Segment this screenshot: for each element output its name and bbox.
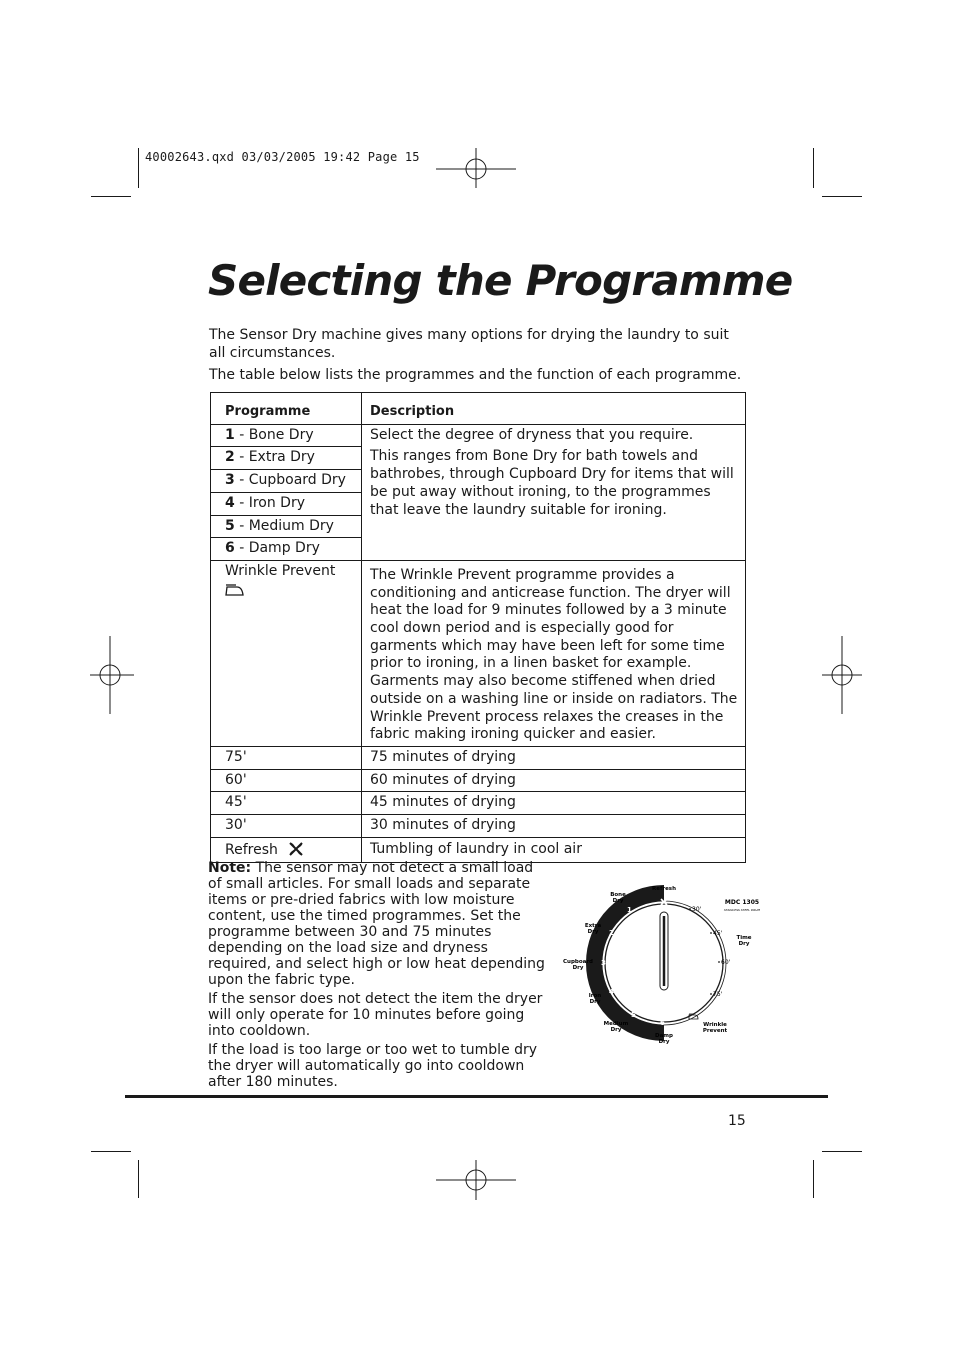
svg-text:Cupboard: Cupboard bbox=[563, 959, 593, 965]
svg-text:Dry: Dry bbox=[589, 999, 601, 1005]
table-row bbox=[211, 769, 746, 792]
page-number: 15 bbox=[728, 1113, 746, 1129]
table-row bbox=[211, 815, 746, 838]
description-cell: 30 minutes of drying bbox=[362, 815, 746, 838]
table-row bbox=[211, 424, 746, 447]
svg-text:Dry: Dry bbox=[658, 1039, 670, 1045]
column-header-programme: Programme bbox=[211, 393, 362, 425]
svg-text:Refresh: Refresh bbox=[652, 886, 676, 892]
programme-cell: 4 - Iron Dry bbox=[211, 492, 362, 515]
crop-mark bbox=[138, 1160, 139, 1198]
programme-cell: 1 - Bone Dry bbox=[211, 424, 362, 447]
programme-dial-illustration bbox=[556, 880, 776, 1050]
dial-number: 4 bbox=[609, 988, 614, 996]
intro-paragraph: The Sensor Dry machine gives many options for drying the laundry to suit all circumstances. bbox=[209, 327, 729, 361]
dial-number: 1 bbox=[627, 906, 632, 914]
table-row bbox=[211, 560, 746, 746]
programme-cell: 45' bbox=[211, 792, 362, 815]
registration-mark-top bbox=[436, 148, 516, 194]
description-cell: 75 minutes of drying bbox=[362, 746, 746, 769]
notes-section bbox=[208, 860, 548, 1093]
dial-time-label: 30' bbox=[692, 906, 702, 913]
programme-cell: Wrinkle Prevent bbox=[211, 560, 362, 746]
crop-mark bbox=[822, 196, 862, 197]
note-paragraph: Note: The sensor may not detect a small load of small articles. For small loads and separate items or pre-dried fabrics with low moisture content, use the timed programmes. Set the programme between 30 and 75 minutes depending on the load size and dryness required, and select high or low heat depending upon the fabric type. bbox=[208, 860, 545, 988]
table-header-row bbox=[211, 393, 746, 425]
iron-icon bbox=[225, 583, 245, 597]
description-cell: 60 minutes of drying bbox=[362, 769, 746, 792]
programme-cell: 30' bbox=[211, 815, 362, 838]
description-cell: Tumbling of laundry in cool air bbox=[362, 837, 746, 863]
registration-mark-left bbox=[90, 636, 134, 714]
dial-number: 5 bbox=[631, 1011, 636, 1019]
dial-time-label: 75' bbox=[713, 991, 723, 998]
svg-text:Wrinkle: Wrinkle bbox=[703, 1022, 727, 1028]
svg-text:Damp: Damp bbox=[655, 1033, 673, 1039]
svg-text:Medium: Medium bbox=[603, 1021, 629, 1027]
dial-number: 2 bbox=[609, 929, 614, 937]
programme-table bbox=[210, 392, 746, 863]
dial-time-label: 45' bbox=[713, 930, 723, 937]
table-row bbox=[211, 746, 746, 769]
crop-mark bbox=[822, 1151, 862, 1152]
svg-text:Dry: Dry bbox=[572, 965, 584, 971]
print-slug: 40002643.qxd 03/03/2005 19:42 Page 15 bbox=[145, 150, 420, 164]
svg-text:Extra: Extra bbox=[584, 923, 602, 929]
programme-cell: 3 - Cupboard Dry bbox=[211, 470, 362, 493]
svg-text:Dry: Dry bbox=[587, 929, 599, 935]
crop-mark bbox=[91, 196, 131, 197]
crop-mark bbox=[138, 148, 139, 188]
intro-paragraph: The table below lists the programmes and the function of each programme. bbox=[209, 367, 742, 383]
fan-icon bbox=[288, 841, 304, 857]
dial-number: 6 bbox=[660, 1019, 665, 1027]
description-cell: Select the degree of dryness that you require. This ranges from Bone Dry for bath towels and bathrobes, through Cupboard Dry for items that will be put away without ironing, to the programmes that leave the laundry suitable for ironing. bbox=[362, 424, 746, 560]
table-row bbox=[211, 792, 746, 815]
programme-cell: 5 - Medium Dry bbox=[211, 515, 362, 538]
crop-mark bbox=[91, 1151, 131, 1152]
note-paragraph: If the sensor does not detect the item the dryer will only operate for 10 minutes before going into cooldown. bbox=[208, 991, 543, 1039]
svg-text:Dry: Dry bbox=[738, 941, 750, 947]
programme-cell: 2 - Extra Dry bbox=[211, 447, 362, 470]
svg-text:Time: Time bbox=[736, 935, 752, 941]
registration-mark-bottom bbox=[436, 1160, 516, 1200]
description-cell: The Wrinkle Prevent programme provides a conditioning and anticrease function. The dryer will heat the load for 9 minutes followed by a 3 minute cool down period and is especially good for garments which may have been left for some time prior to ironing, in a linen basket for example. Garments may also become stiffened when dried outside on a washing line or inside on radiators. The Wrinkle Prevent process relaxes the creases in the fabric making ironing quicker and easier. bbox=[362, 560, 746, 746]
model-label: MDC 1305 bbox=[724, 899, 760, 906]
crop-mark bbox=[813, 148, 814, 188]
footer-rule bbox=[125, 1095, 828, 1098]
column-header-description: Description bbox=[362, 393, 746, 425]
svg-text:Prevent: Prevent bbox=[702, 1028, 728, 1034]
programme-cell: 75' bbox=[211, 746, 362, 769]
description-cell: 45 minutes of drying bbox=[362, 792, 746, 815]
svg-text:Dry: Dry bbox=[612, 898, 624, 904]
svg-text:Bone: Bone bbox=[610, 892, 626, 898]
page-title: Selecting the Programme bbox=[208, 256, 793, 305]
programme-cell: Refresh bbox=[211, 837, 362, 863]
dial-number: 3 bbox=[601, 959, 606, 967]
dial-time-label: 60' bbox=[721, 959, 731, 966]
crop-mark bbox=[813, 1160, 814, 1198]
programme-cell: 60' bbox=[211, 769, 362, 792]
svg-text:Iron: Iron bbox=[588, 993, 602, 999]
registration-mark-right bbox=[822, 636, 862, 714]
programme-cell: 6 - Damp Dry bbox=[211, 538, 362, 561]
note-paragraph: If the load is too large or too wet to tumble dry the dryer will automatically go into cooldown after 180 minutes. bbox=[208, 1042, 538, 1090]
svg-text:Dry: Dry bbox=[610, 1027, 622, 1033]
brand-line: STAINLESS STEEL DRUM bbox=[723, 908, 761, 912]
